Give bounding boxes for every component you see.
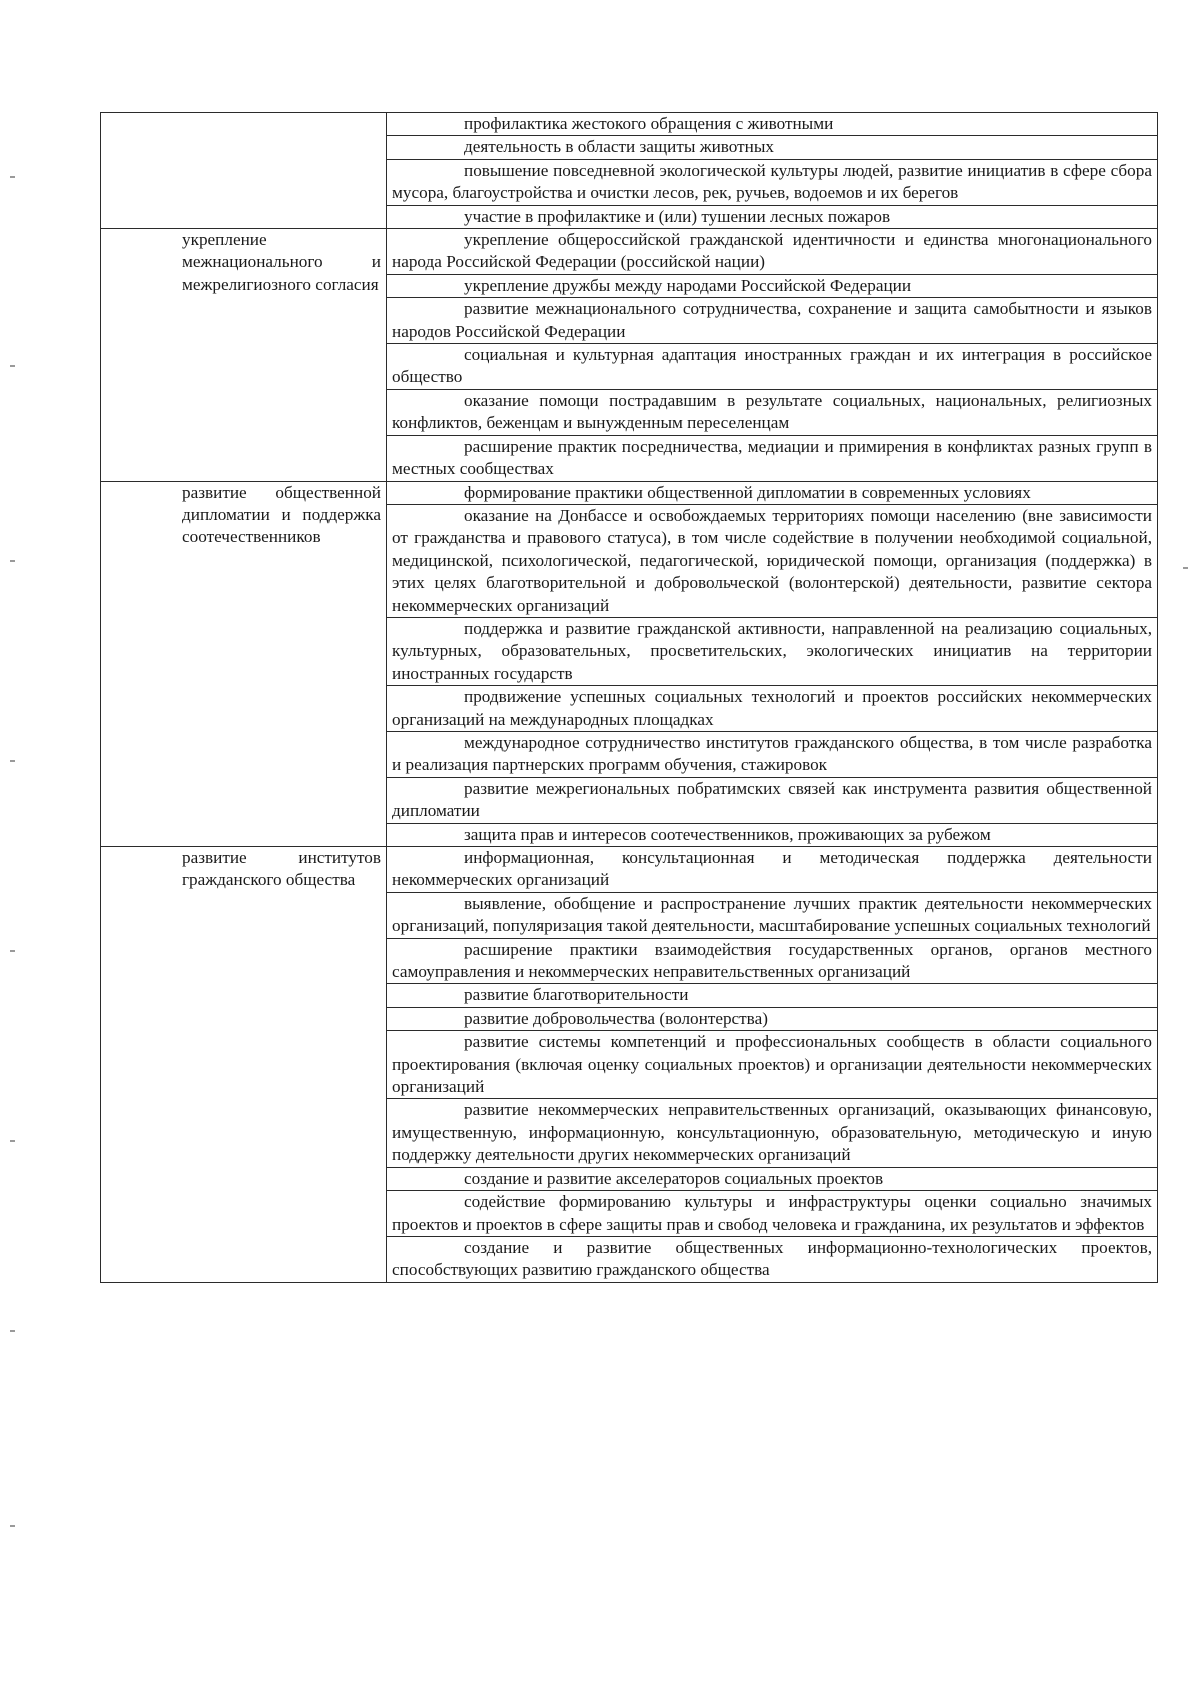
- table-row: [101, 113, 1158, 136]
- scan-mark: [10, 1140, 15, 1142]
- activity-text: поддержка и развитие гражданской активности, направленной на реализацию социальных, культурных, образовательных, просветительских, экологических инициатив на территории иностранных государств: [392, 618, 1152, 683]
- activity-cell: [387, 847, 1158, 893]
- category-label: укрепление межнационального и межрелигиозного согласия: [182, 230, 381, 294]
- activity-text: создание и развитие общественных информационно-технологических проектов, способствующих развитию гражданского общества: [392, 1237, 1152, 1280]
- activity-text: международное сотрудничество институтов гражданского общества, в том числе разработка и реализация партнерских программ обучения, стажировок: [392, 732, 1152, 775]
- table-row: [101, 847, 1158, 893]
- activity-cell: [387, 1099, 1158, 1167]
- category-label: развитие общественной дипломатии и поддержка соотечественников: [182, 482, 381, 547]
- activity-text: оказание помощи пострадавшим в результате социальных, национальных, религиозных конфликтов, беженцам и вынужденным переселенцам: [392, 390, 1152, 433]
- activity-cell: [387, 823, 1158, 846]
- scan-mark: [10, 176, 15, 178]
- activity-text: расширение практики взаимодействия государственных органов, органов местного самоуправления и некоммерческих неправительственных организаций: [392, 939, 1152, 982]
- activity-text: оказание на Донбассе и освобождаемых территориях помощи населению (вне зависимости от гражданства и правового статуса), в том числе содействие в получении необходимой социальной, медицинской, психологической, педагогической, юридической помощи, организация (поддержка) в этих целях благотворительной и добровольческой (волонтерской) деятельности, развитие сектора некоммерческих организаций: [392, 505, 1152, 615]
- activity-cell: [387, 617, 1158, 685]
- activity-cell: [387, 481, 1158, 504]
- activity-text: содействие формированию культуры и инфраструктуры оценки социально значимых проектов и проектов в сфере защиты прав и свобод человека и гражданина, их результатов и эффектов: [392, 1192, 1152, 1234]
- category-label: развитие институтов гражданского общества: [182, 848, 381, 890]
- activity-text: расширение практик посредничества, медиации и примирения в конфликтах разных групп в местных сообществах: [392, 436, 1152, 479]
- scan-mark: [10, 560, 15, 562]
- activity-cell: [387, 686, 1158, 732]
- activity-cell: [387, 777, 1158, 823]
- activity-text: развитие благотворительности: [464, 985, 689, 1005]
- activity-cell: [387, 344, 1158, 390]
- activity-text: участие в профилактике и (или) тушении лесных пожаров: [464, 206, 891, 226]
- activity-cell: [387, 113, 1158, 136]
- activity-text: повышение повседневной экологической культуры людей, развитие инициатив в сфере сбора мусора, благоустройства и очистки лесов, рек, ручьев, водоемов и их берегов: [392, 160, 1152, 203]
- activity-text: укрепление дружбы между народами Российской Федерации: [464, 275, 912, 295]
- scan-mark: [1183, 567, 1188, 569]
- table-body: [101, 113, 1158, 1283]
- activity-cell: [387, 731, 1158, 777]
- activity-text: развитие некоммерческих неправительственных организаций, оказывающих финансовую, имущественную, информационную, консультационную, образовательную, методическую и иную поддержку деятельности других некоммерческих организаций: [392, 1100, 1152, 1165]
- activity-text: развитие межрегиональных побратимских связей как инструмента развития общественной дипломатии: [392, 778, 1152, 821]
- activity-text: развитие добровольчества (волонтерства): [464, 1008, 768, 1028]
- activity-cell: [387, 435, 1158, 481]
- activity-cell: [387, 1007, 1158, 1030]
- activity-text: развитие системы компетенций и профессиональных сообществ в области социального проектирования (включая оценку социальных проектов) и организации деятельности некоммерческих организаций: [392, 1032, 1152, 1097]
- activity-cell: [387, 205, 1158, 228]
- activity-text: информационная, консультационная и методическая поддержка деятельности некоммерческих организаций: [392, 848, 1152, 890]
- activity-text: профилактика жестокого обращения с животными: [464, 114, 834, 133]
- category-cell: [101, 113, 387, 229]
- activity-text: деятельность в области защиты животных: [464, 137, 774, 157]
- scan-mark: [10, 950, 15, 952]
- activity-cell: [387, 892, 1158, 938]
- activity-text: укрепление общероссийской гражданской идентичности и единства многонационального народа Российской Федерации (российской нации): [392, 230, 1152, 272]
- category-cell: [101, 229, 387, 481]
- activity-text: социальная и культурная адаптация иностранных граждан и их интеграция в российское общество: [392, 345, 1152, 387]
- activity-cell: [387, 136, 1158, 159]
- table-row: [101, 481, 1158, 504]
- activity-cell: [387, 274, 1158, 297]
- activities-table: [100, 112, 1158, 1283]
- scan-mark: [10, 760, 15, 762]
- activity-text: выявление, обобщение и распространение лучших практик деятельности некоммерческих организаций, популяризация такой деятельности, масштабирование успешных социальных технологий: [392, 893, 1152, 936]
- activity-cell: [387, 504, 1158, 617]
- category-cell: [101, 847, 387, 1283]
- activity-cell: [387, 938, 1158, 984]
- category-cell: [101, 481, 387, 847]
- activity-cell: [387, 1191, 1158, 1237]
- activity-cell: [387, 984, 1158, 1007]
- activity-cell: [387, 229, 1158, 275]
- activity-cell: [387, 159, 1158, 205]
- activity-text: защита прав и интересов соотечественников, проживающих за рубежом: [464, 824, 991, 844]
- scan-mark: [10, 1525, 15, 1527]
- activity-cell: [387, 1031, 1158, 1099]
- activity-cell: [387, 1236, 1158, 1282]
- activity-text: продвижение успешных социальных технологий и проектов российских некоммерческих организаций на международных площадках: [392, 687, 1152, 729]
- activity-text: создание и развитие акселераторов социальных проектов: [464, 1168, 884, 1188]
- document-page: [100, 112, 1158, 1283]
- activity-text: формирование практики общественной дипломатии в современных условиях: [464, 482, 1031, 502]
- table-row: [101, 229, 1158, 275]
- activity-cell: [387, 1167, 1158, 1190]
- activity-cell: [387, 389, 1158, 435]
- activity-cell: [387, 298, 1158, 344]
- scan-mark: [10, 365, 15, 367]
- scan-mark: [10, 1330, 15, 1332]
- activity-text: развитие межнационального сотрудничества, сохранение и защита самобытности и языков народов Российской Федерации: [392, 299, 1152, 341]
